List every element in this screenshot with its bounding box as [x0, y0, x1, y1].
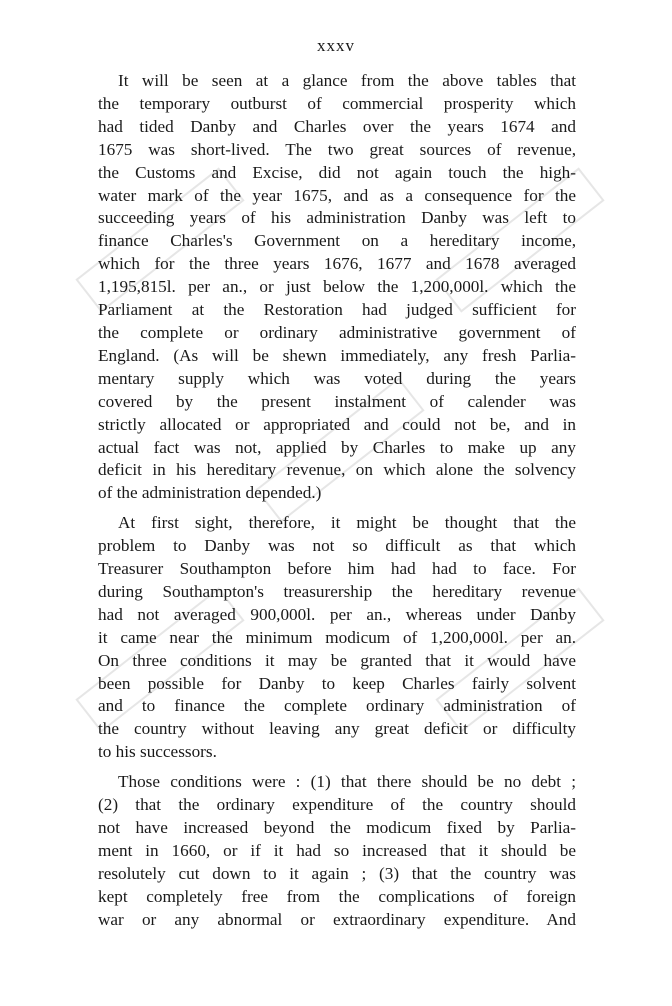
page-number: xxxv	[317, 36, 355, 55]
paragraph-3	[98, 771, 576, 931]
text-line: the complete or ordinary administrative government of	[98, 322, 576, 342]
text-line: it came near the minimum modicum of 1,200,000l. per an.	[98, 627, 576, 647]
body-text	[98, 70, 576, 932]
text-line: Parliament at the Restoration had judged sufficient for	[98, 300, 576, 320]
text-line: not have increased beyond the modicum fixed by Parlia-	[98, 818, 576, 837]
paragraph-2	[98, 512, 576, 764]
text-line: actual fact was not, applied by Charles to make up any	[98, 437, 576, 457]
text-line: finance Charles's Government on a hereditary income,	[98, 231, 576, 251]
paragraph-1	[98, 70, 576, 505]
text-line: resolutely cut down to it again ; (3) that the country was	[98, 863, 576, 883]
text-line: water mark of the year 1675, and as a consequence for the	[98, 185, 576, 205]
text-line: during Southampton's treasurership the hereditary revenue	[98, 581, 576, 601]
text-line: England. (As will be shewn immediately, any fresh Parlia-	[98, 345, 576, 365]
text-line: which for the three years 1676, 1677 and 1678 averaged	[98, 254, 576, 274]
text-line: (2) that the ordinary expenditure of the country should	[98, 795, 576, 815]
text-line: the Customs and Excise, did not again touch the high-	[98, 162, 576, 182]
text-line: had tided Danby and Charles over the years 1674 and	[98, 116, 576, 136]
paragraph-gap	[98, 764, 576, 771]
paragraph-gap	[98, 505, 576, 512]
text-line: of the administration depended.)	[98, 483, 322, 503]
text-line: mentary supply which was voted during the years	[98, 368, 576, 388]
text-line: the country without leaving any great deficit or difficulty	[98, 719, 576, 739]
text-line: strictly allocated or appropriated and could not be, and in	[98, 414, 576, 434]
text-line: deficit in his hereditary revenue, on which alone the solvency	[98, 460, 576, 480]
text-line: kept completely free from the complications of foreign	[98, 886, 576, 906]
text-line: and to finance the complete ordinary administration of	[98, 696, 576, 716]
text-line: war or any abnormal or extraordinary expenditure. And	[98, 909, 576, 929]
text-line: At first sight, therefore, it might be thought that the	[118, 513, 576, 533]
text-line: had not averaged 900,000l. per an., whereas under Danby	[98, 604, 576, 624]
text-line: the temporary outburst of commercial prosperity which	[98, 93, 576, 113]
text-line: to his successors.	[98, 742, 217, 762]
text-line: 1675 was short-lived. The two great sources of revenue,	[98, 139, 576, 159]
text-line: Treasurer Southampton before him had had to face. For	[98, 559, 576, 579]
text-line: 1,195,815l. per an., or just below the 1,200,000l. which the	[98, 277, 576, 297]
text-line: been possible for Danby to keep Charles fairly solvent	[98, 673, 576, 693]
text-line: covered by the present instalment of calender was	[98, 391, 576, 411]
text-line: On three conditions it may be granted that it would have	[98, 650, 576, 670]
text-line: problem to Danby was not so difficult as that which	[98, 536, 576, 556]
text-line: It will be seen at a glance from the above tables that	[118, 71, 576, 90]
text-line: ment in 1660, or if it had so increased that it should be	[98, 840, 576, 860]
text-line: Those conditions were : (1) that there should be no debt ;	[118, 772, 576, 792]
text-line: succeeding years of his administration Danby was left to	[98, 208, 576, 228]
